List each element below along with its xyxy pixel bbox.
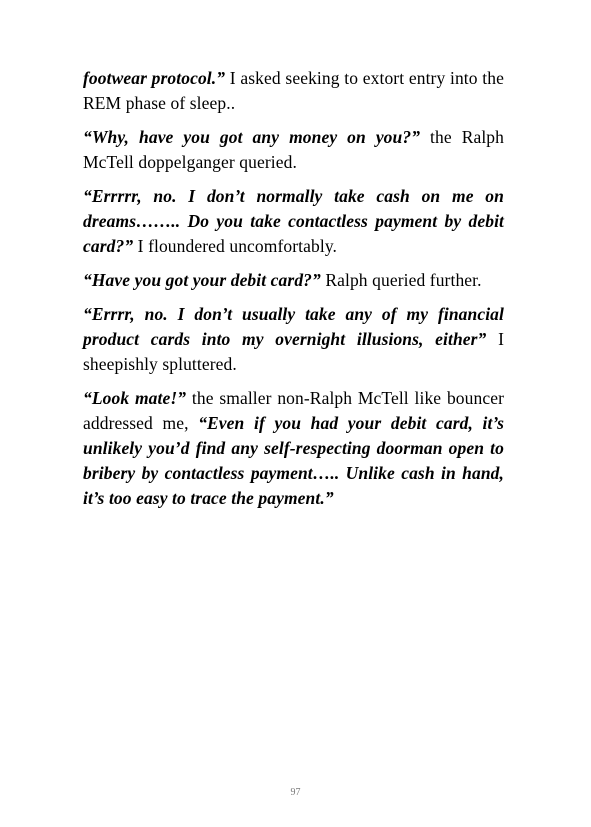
dialogue-text: “Why, have you got any money on you?” (83, 127, 421, 147)
paragraph-2 (83, 125, 504, 175)
narration-text: I asked seeking to extort entry into the REM phase of sleep.. (83, 68, 504, 113)
paragraph-3 (83, 184, 504, 259)
dialogue-text: “Have you got your debit card?” (83, 270, 321, 290)
page-body (83, 66, 504, 520)
narration-text: the Ralph McTell doppelganger queried. (83, 127, 504, 172)
dialogue-text: “Look mate!” (83, 388, 187, 408)
narration-text: I floundered uncomfortably. (133, 236, 338, 256)
dialogue-text: “Errrr, no. I don’t usually take any of my financial product cards into my overnight illusions, either” (83, 304, 504, 349)
narration-text: Ralph queried further. (320, 270, 482, 290)
page-number: 97 (290, 787, 301, 798)
paragraph-5 (83, 302, 504, 377)
dialogue-text: footwear protocol.” (83, 68, 226, 88)
paragraph-6 (83, 386, 504, 511)
paragraph-1 (83, 66, 504, 116)
paragraph-4 (83, 268, 504, 293)
dialogue-text: “Errrrr, no. I don’t normally take cash on me on dreams…….. Do you take contactless payment by debit card?” (83, 186, 504, 256)
dialogue-text: “Even if you had your debit card, it’s unlikely you’d find any self-respecting doorman open to bribery by contactless payment….. Unlike cash in hand, it’s too easy to trace the payment.” (83, 413, 505, 508)
narration-text: I sheepishly spluttered. (83, 329, 504, 374)
narration-text: the smaller non-Ralph McTell like bouncer addressed me, (83, 388, 505, 433)
